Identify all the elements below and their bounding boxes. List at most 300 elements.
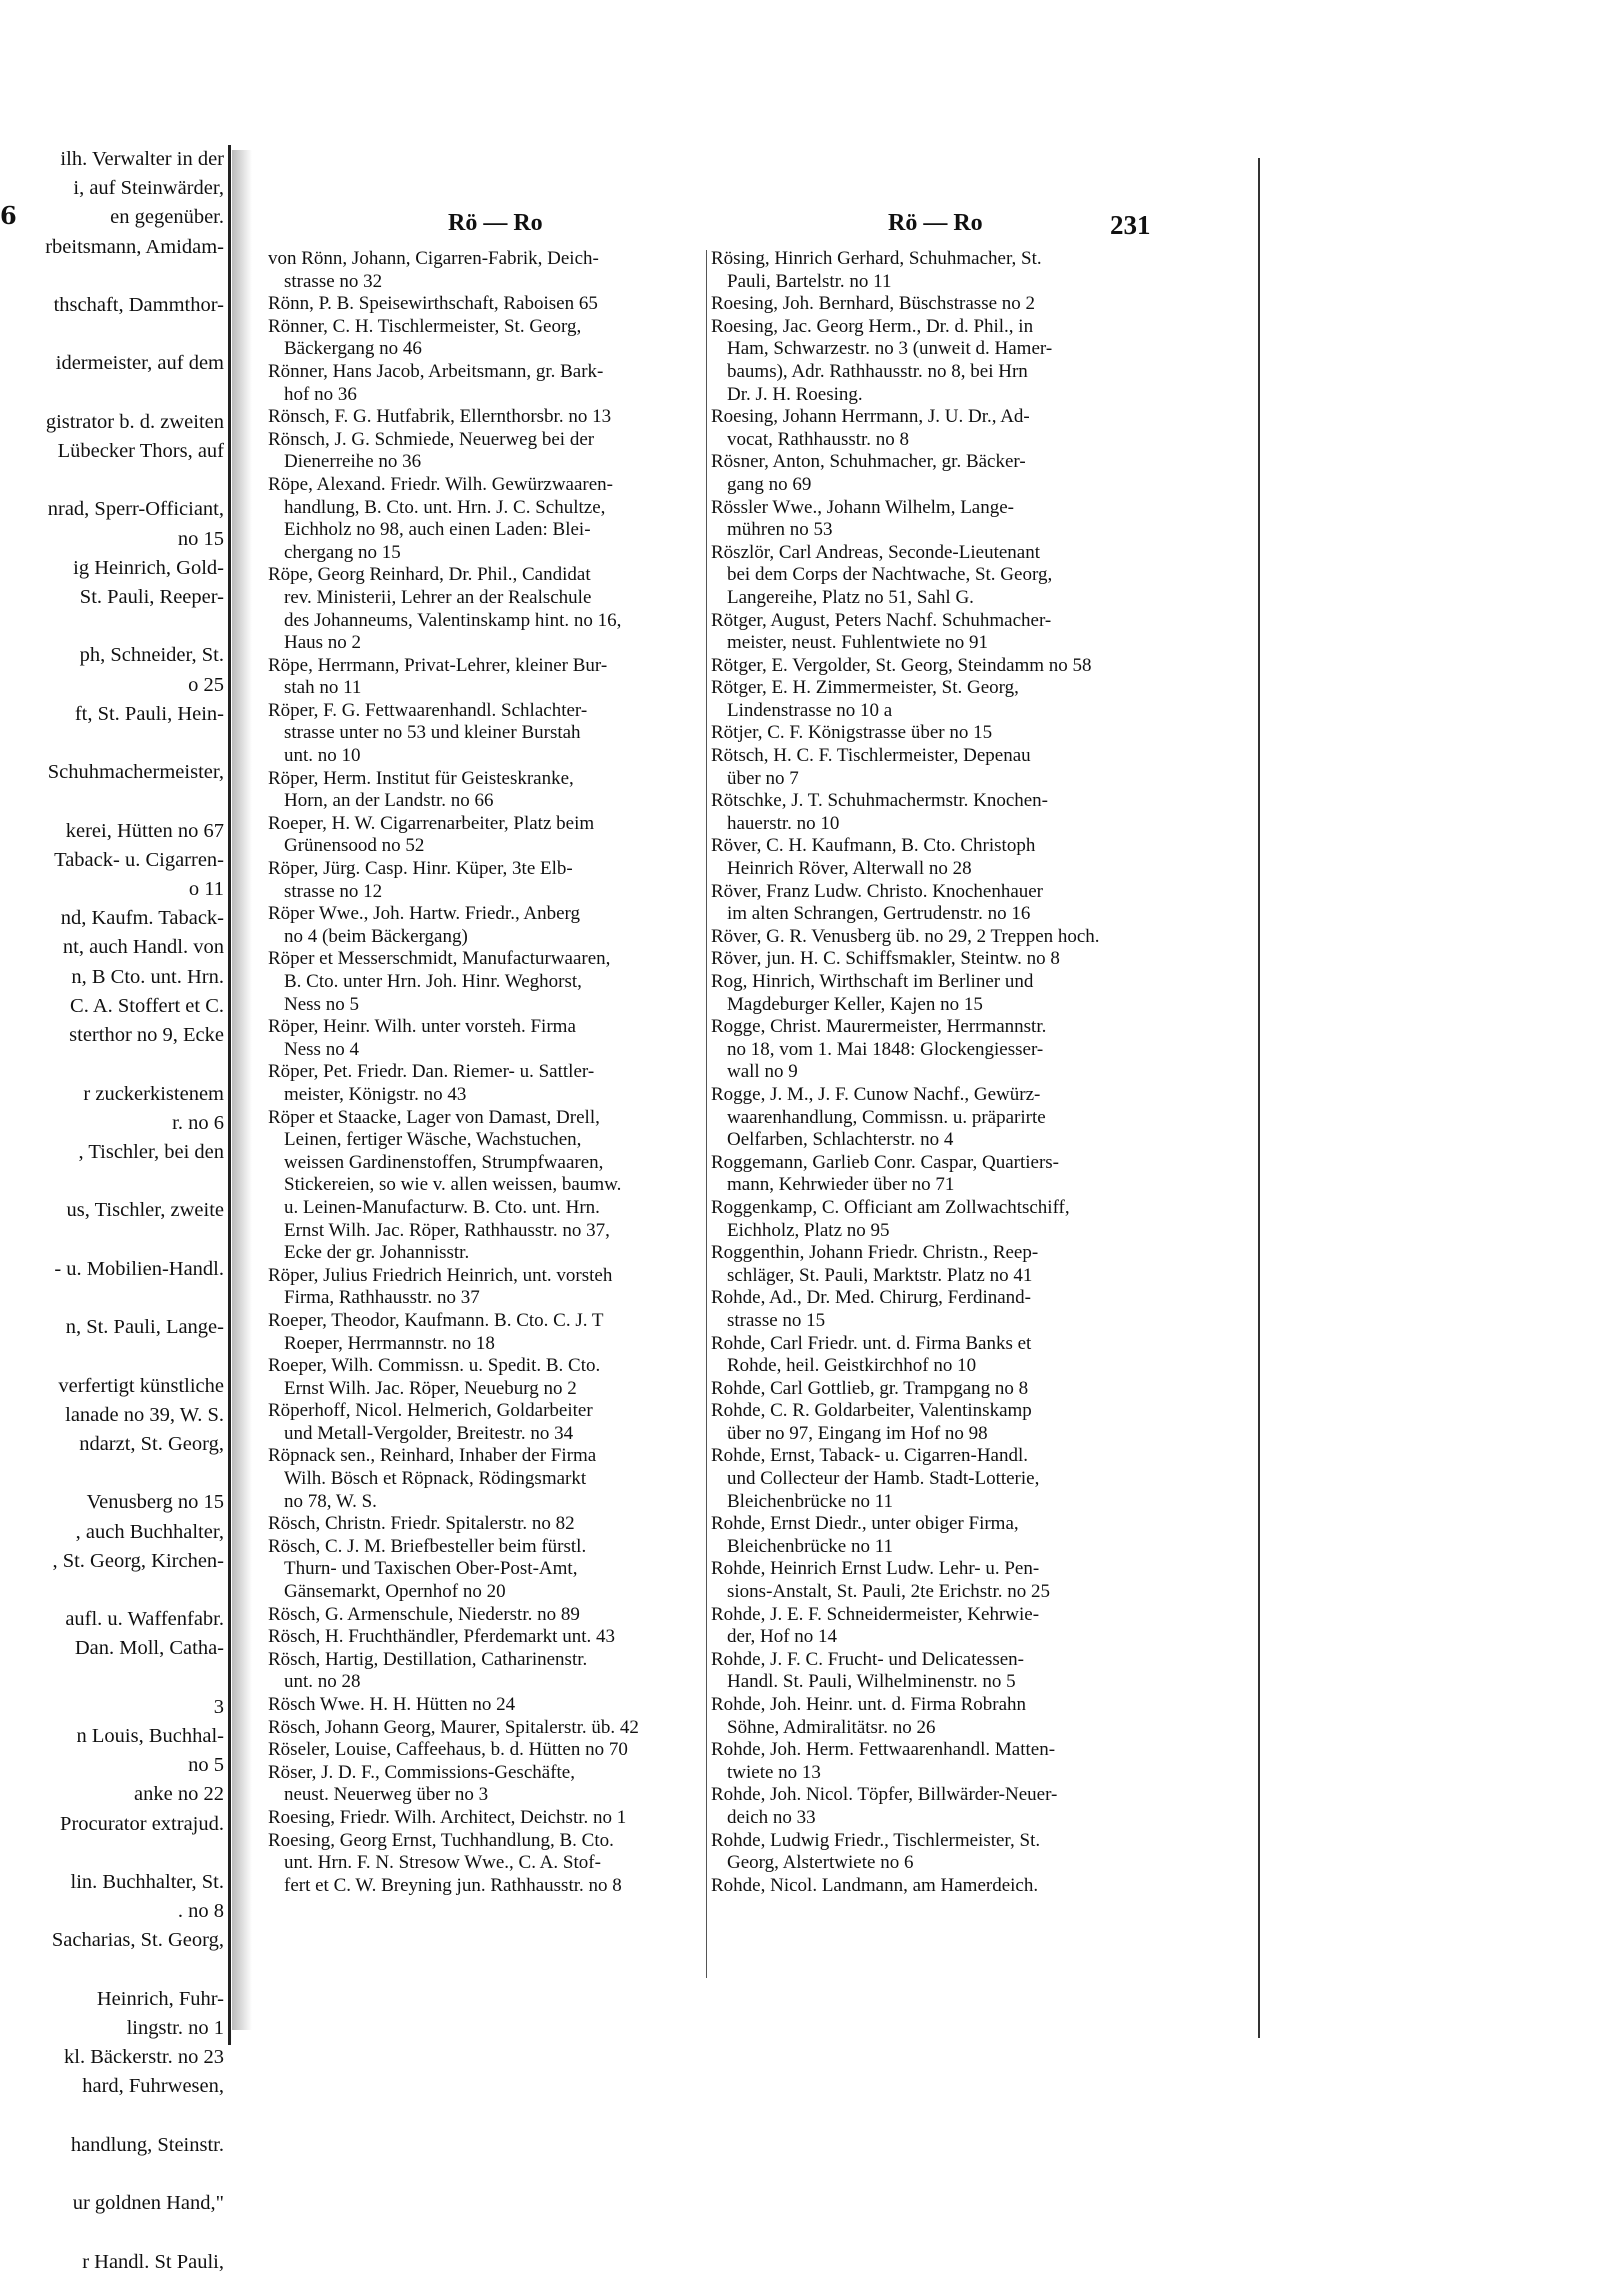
directory-entry bbox=[268, 903, 708, 948]
left-page-line bbox=[0, 1342, 224, 1371]
directory-entry bbox=[711, 948, 1173, 971]
entry-line: unt. Hrn. F. N. Stresow Wwe., C. A. Stof- bbox=[284, 1852, 601, 1874]
directory-entry bbox=[711, 1445, 1173, 1513]
entry-line: Röver, Franz Ludw. Christo. Knochenhauer bbox=[711, 880, 1044, 902]
left-page-line: handlung, Steinstr. bbox=[70, 2133, 224, 2156]
entry-line: strasse unter no 53 und kleiner Burstah bbox=[284, 722, 581, 744]
directory-entry bbox=[268, 1830, 708, 1898]
directory-entry bbox=[711, 1830, 1173, 1875]
entry-line: Roeper, Theodor, Kaufmann. B. Cto. C. J. T bbox=[268, 1309, 604, 1331]
left-page-line: rbeitsmann, Amidam- bbox=[45, 235, 224, 258]
entry-line: stah no 11 bbox=[284, 677, 362, 699]
entry-line: Thurn- und Taxischen Ober-Post-Amt, bbox=[284, 1558, 578, 1580]
left-page-line bbox=[0, 320, 224, 349]
left-page-line: ndarzt, St. Georg, bbox=[79, 1432, 224, 1455]
right-page bbox=[248, 158, 1260, 2038]
left-page-line bbox=[0, 2102, 224, 2131]
left-page-line: sterthor no 9, Ecke bbox=[69, 1024, 224, 1047]
entry-line: u. Leinen-Manufacturw. B. Cto. unt. Hrn. bbox=[284, 1196, 600, 1218]
left-page-line: aufl. u. Waffenfabr. bbox=[65, 1608, 224, 1631]
entry-line: Rohde, Carl Gottlieb, gr. Trampgang no 8 bbox=[711, 1377, 1029, 1399]
left-page-line: , auch Buchhalter, bbox=[75, 1520, 224, 1543]
left-page-line: n, B Cto. unt. Hrn. bbox=[71, 965, 224, 988]
left-page-line: . no 8 bbox=[177, 1900, 224, 1923]
left-page-line: n, St. Pauli, Lange- bbox=[65, 1316, 224, 1339]
entry-line: Rötsch, H. C. F. Tischlermeister, Depenau bbox=[711, 745, 1031, 767]
left-page-line: ph, Schneider, St. bbox=[79, 644, 224, 667]
entry-line: wall no 9 bbox=[727, 1061, 798, 1083]
entry-line: Röper, F. G. Fettwaarenhandl. Schlachter- bbox=[268, 699, 588, 721]
directory-entry bbox=[711, 1513, 1173, 1558]
entry-line: Leinen, fertiger Wäsche, Wachstuchen, bbox=[284, 1129, 582, 1151]
entry-line: waarenhandlung, Commissn. u. präparirte bbox=[727, 1106, 1046, 1128]
directory-entry bbox=[711, 1287, 1173, 1332]
entry-line: Rösing, Hinrich Gerhard, Schuhmacher, St. bbox=[711, 248, 1042, 269]
left-page-line bbox=[0, 1664, 224, 1693]
entry-line: no 18, vom 1. Mai 1848: Glockengiesser- bbox=[727, 1038, 1044, 1060]
entry-line: Ham, Schwarzestr. no 3 (unweit d. Hamer- bbox=[727, 338, 1053, 360]
directory-entry bbox=[711, 542, 1173, 610]
entry-line: Röszlör, Carl Andreas, Seconde-Lieutenant bbox=[711, 541, 1041, 563]
entry-line: Röver, G. R. Venusberg üb. no 29, 2 Treppen hoch. bbox=[711, 925, 1100, 947]
left-page-line bbox=[0, 1956, 224, 1985]
left-page-line: o 11 bbox=[188, 878, 224, 901]
entry-line: Eichholz no 98, auch einen Laden: Blei- bbox=[284, 519, 591, 541]
entry-line: Rönsch, J. G. Schmiede, Neuerweg bei der bbox=[268, 428, 595, 450]
directory-entry bbox=[711, 406, 1173, 451]
entry-line: von Rönn, Johann, Cigarren-Fabrik, Deich- bbox=[268, 248, 599, 269]
entry-line: des Johanneums, Valentinskamp hint. no 16, bbox=[284, 609, 622, 631]
left-page-line: C. A. Stoffert et C. bbox=[70, 994, 224, 1017]
left-page-line: no 5 bbox=[188, 1754, 224, 1777]
entry-line: Röver, jun. H. C. Schiffsmakler, Steintw. no 8 bbox=[711, 948, 1060, 970]
left-page-line: ur goldnen Hand," bbox=[72, 2192, 224, 2215]
entry-line: Röseler, Louise, Caffeehaus, b. d. Hütten no 70 bbox=[268, 1739, 628, 1761]
entry-line: Rohde, J. E. F. Schneidermeister, Kehrwie- bbox=[711, 1603, 1040, 1625]
directory-entry bbox=[711, 1016, 1173, 1084]
entry-line: Pauli, Bartelstr. no 11 bbox=[727, 270, 892, 292]
left-page-line: nrad, Sperr-Officiant, bbox=[47, 498, 224, 521]
entry-line: bei dem Corps der Nachtwache, St. Georg, bbox=[727, 564, 1053, 586]
entry-line: unt. no 10 bbox=[284, 745, 361, 767]
entry-line: Rohde, Nicol. Landmann, am Hamerdeich. bbox=[711, 1874, 1039, 1896]
entry-line: Röper et Messerschmidt, Manufacturwaaren, bbox=[268, 948, 611, 970]
entry-line: Rötschke, J. T. Schuhmachermstr. Knochen- bbox=[711, 790, 1049, 812]
directory-entry bbox=[268, 1626, 708, 1649]
entry-line: vocat, Rathhausstr. no 8 bbox=[727, 428, 910, 450]
directory-entry bbox=[711, 790, 1173, 835]
directory-entry bbox=[268, 361, 708, 406]
left-page-line: thschaft, Dammthor- bbox=[53, 294, 224, 317]
entry-line: mann, Kehrwieder über no 71 bbox=[727, 1174, 955, 1196]
entry-line: Rönner, Hans Jacob, Arbeitsmann, gr. Bark- bbox=[268, 360, 604, 382]
entry-line: Bleichenbrücke no 11 bbox=[727, 1535, 894, 1557]
entry-line: Rötger, E. Vergolder, St. Georg, Steindamm no 58 bbox=[711, 654, 1092, 676]
entry-line: Rönner, C. H. Tischlermeister, St. Georg, bbox=[268, 315, 582, 337]
entry-line: hauerstr. no 10 bbox=[727, 812, 840, 834]
entry-line: Rötger, E. H. Zimmermeister, St. Georg, bbox=[711, 677, 1019, 699]
left-page-line bbox=[0, 379, 224, 408]
directory-entry bbox=[711, 1784, 1173, 1829]
entry-line: Röper, Julius Friedrich Heinrich, unt. vorsteh bbox=[268, 1264, 613, 1286]
entry-line: Röperhoff, Nicol. Helmerich, Goldarbeiter bbox=[268, 1400, 593, 1422]
entry-line: unt. no 28 bbox=[284, 1671, 361, 1693]
entry-line: Rösch, Christn. Friedr. Spitalerstr. no 82 bbox=[268, 1513, 575, 1535]
entry-line: Roeper, Herrmannstr. no 18 bbox=[284, 1332, 495, 1354]
entry-line: Röpe, Georg Reinhard, Dr. Phil., Candidat bbox=[268, 564, 591, 586]
left-page-line: anke no 22 bbox=[134, 1783, 224, 1806]
directory-entry bbox=[711, 497, 1173, 542]
directory-entry bbox=[711, 248, 1173, 293]
directory-entry bbox=[268, 1400, 708, 1445]
entry-line: Rösch, Johann Georg, Maurer, Spitalerstr. üb. 42 bbox=[268, 1716, 639, 1738]
entry-line: Roesing, Friedr. Wilh. Architect, Deichstr. no 1 bbox=[268, 1806, 627, 1828]
entry-line: Röpe, Alexand. Friedr. Wilh. Gewürzwaaren- bbox=[268, 473, 614, 495]
left-page-line: nt, auch Handl. von bbox=[62, 936, 224, 959]
entry-line: Rohde, J. F. C. Frucht- und Delicatessen- bbox=[711, 1648, 1024, 1670]
entry-line: Rössler Wwe., Johann Wilhelm, Lange- bbox=[711, 496, 1014, 518]
left-page-line bbox=[0, 1050, 224, 1079]
left-page-line bbox=[0, 1459, 224, 1488]
entry-line: Handl. St. Pauli, Wilhelminenstr. no 5 bbox=[727, 1671, 1016, 1693]
entry-line: im alten Schrangen, Gertrudenstr. no 16 bbox=[727, 903, 1031, 925]
entry-line: Rohde, Carl Friedr. unt. d. Firma Banks et bbox=[711, 1332, 1032, 1354]
left-page-line bbox=[0, 1167, 224, 1196]
directory-entry bbox=[711, 971, 1173, 1016]
directory-entry bbox=[711, 1649, 1173, 1694]
directory-entry bbox=[268, 316, 708, 361]
entry-line: Rog, Hinrich, Wirthschaft im Berliner und bbox=[711, 971, 1034, 992]
entry-line: Ness no 5 bbox=[284, 993, 359, 1015]
entry-line: no 4 (beim Bäckergang) bbox=[284, 925, 468, 947]
entry-line: Rohde, C. R. Goldarbeiter, Valentinskamp bbox=[711, 1400, 1032, 1422]
directory-entry bbox=[711, 1084, 1173, 1152]
directory-entry bbox=[268, 1694, 708, 1717]
entry-line: Rohde, heil. Geistkirchhof no 10 bbox=[727, 1355, 977, 1377]
directory-entry bbox=[268, 1445, 708, 1513]
left-page-line bbox=[0, 466, 224, 495]
entry-line: Ernst Wilh. Jac. Röper, Neueburg no 2 bbox=[284, 1377, 577, 1399]
directory-entry bbox=[711, 1400, 1173, 1445]
left-page-line bbox=[0, 1284, 224, 1313]
left-page-line: Schuhmachermeister, bbox=[47, 761, 224, 784]
entry-line: Ernst Wilh. Jac. Röper, Rathhausstr. no 37, bbox=[284, 1219, 610, 1241]
left-page-line: n Louis, Buchhal- bbox=[76, 1724, 224, 1747]
left-page-line: Lübecker Thors, auf bbox=[57, 440, 224, 463]
left-page-fragment bbox=[0, 145, 231, 2273]
directory-entry bbox=[268, 248, 708, 293]
entry-line: Horn, an der Landstr. no 66 bbox=[284, 790, 494, 812]
entry-line: Langereihe, Platz no 51, Sahl G. bbox=[727, 586, 974, 608]
directory-column-left bbox=[268, 248, 708, 1897]
entry-line: Röver, C. H. Kaufmann, B. Cto. Christoph bbox=[711, 835, 1036, 857]
entry-line: meister, neust. Fuhlentwiete no 91 bbox=[727, 632, 988, 654]
directory-entry bbox=[268, 768, 708, 813]
header-left: Rö — Ro bbox=[448, 210, 543, 236]
left-page-line: , St. Georg, Kirchen- bbox=[52, 1549, 224, 1572]
entry-line: Georg, Alstertwiete no 6 bbox=[727, 1852, 914, 1874]
left-page-text bbox=[0, 145, 224, 2277]
directory-entry bbox=[711, 1875, 1173, 1898]
directory-entry bbox=[268, 1739, 708, 1762]
entry-line: Rohde, Joh. Heinr. unt. d. Firma Robrahn bbox=[711, 1694, 1027, 1715]
entry-line: weissen Gardinenstoffen, Strumpfwaaren, bbox=[284, 1151, 604, 1173]
entry-line: Röper et Staacke, Lager von Damast, Drell, bbox=[268, 1106, 600, 1128]
directory-entry bbox=[711, 1558, 1173, 1603]
directory-entry bbox=[711, 926, 1173, 949]
entry-line: strasse no 12 bbox=[284, 880, 383, 902]
entry-line: Roesing, Joh. Bernhard, Büschstrasse no 2 bbox=[711, 293, 1036, 315]
entry-line: Eichholz, Platz no 95 bbox=[727, 1219, 890, 1241]
entry-line: Wilh. Bösch et Röpnack, Rödingsmarkt bbox=[284, 1468, 587, 1490]
left-page-line bbox=[0, 1226, 224, 1255]
entry-line: und Collecteur der Hamb. Stadt-Lotterie, bbox=[727, 1468, 1040, 1490]
left-page-line: no 15 bbox=[177, 527, 224, 550]
entry-line: Grünensood no 52 bbox=[284, 835, 425, 857]
entry-line: Heinrich Röver, Alterwall no 28 bbox=[727, 858, 972, 880]
directory-entry bbox=[268, 858, 708, 903]
entry-line: Dienerreihe no 36 bbox=[284, 451, 422, 473]
entry-line: Rötger, August, Peters Nachf. Schuhmacher- bbox=[711, 609, 1052, 631]
directory-entry bbox=[711, 881, 1173, 926]
left-page-number: 6 bbox=[0, 201, 17, 230]
directory-entry bbox=[268, 293, 708, 316]
left-page-line: r. no 6 bbox=[172, 1111, 224, 1134]
entry-line: Gänsemarkt, Opernhof no 20 bbox=[284, 1581, 506, 1603]
entry-line: Rösch, Hartig, Destillation, Catharinenstr. bbox=[268, 1648, 588, 1670]
entry-line: Rösch, C. J. M. Briefbesteller beim fürstl. bbox=[268, 1535, 587, 1557]
entry-line: deich no 33 bbox=[727, 1806, 816, 1828]
directory-entry bbox=[268, 429, 708, 474]
entry-line: Stickereien, so wie v. allen weissen, baumw. bbox=[284, 1174, 622, 1196]
left-page-line: ft, St. Pauli, Hein- bbox=[74, 702, 224, 725]
directory-entry bbox=[711, 1197, 1173, 1242]
directory-entry bbox=[268, 1016, 708, 1061]
entry-line: Roggenthin, Johann Friedr. Christn., Reep- bbox=[711, 1242, 1039, 1264]
directory-entry bbox=[268, 1807, 708, 1830]
left-page-line: idermeister, auf dem bbox=[55, 352, 224, 375]
entry-line: Rösch, H. Fruchthändler, Pferdemarkt unt. 43 bbox=[268, 1626, 615, 1648]
entry-line: strasse no 32 bbox=[284, 270, 383, 292]
entry-line: twiete no 13 bbox=[727, 1761, 821, 1783]
entry-line: Röpnack sen., Reinhard, Inhaber der Firma bbox=[268, 1445, 597, 1467]
left-page-line bbox=[0, 612, 224, 641]
entry-line: Rogge, Christ. Maurermeister, Herrmannstr. bbox=[711, 1016, 1047, 1038]
entry-line: mühren no 53 bbox=[727, 519, 833, 541]
directory-entry bbox=[268, 1513, 708, 1536]
directory-entry bbox=[268, 700, 708, 768]
entry-line: strasse no 15 bbox=[727, 1309, 826, 1331]
left-page-line bbox=[0, 787, 224, 816]
left-page-line: 3 bbox=[213, 1695, 224, 1718]
entry-line: baums), Adr. Rathhausstr. no 8, bei Hrn bbox=[727, 360, 1028, 382]
entry-line: Roggemann, Garlieb Conr. Caspar, Quartiers- bbox=[711, 1151, 1060, 1173]
left-page-line: o 25 bbox=[188, 673, 224, 696]
directory-entry bbox=[268, 655, 708, 700]
left-page-line: nd, Kaufm. Taback- bbox=[60, 907, 224, 930]
entry-line: hof no 36 bbox=[284, 383, 357, 405]
entry-line: Röper, Heinr. Wilh. unter vorsteh. Firma bbox=[268, 1016, 576, 1038]
entry-line: Röper, Jürg. Casp. Hinr. Küper, 3te Elb- bbox=[268, 858, 573, 880]
entry-line: Rohde, Heinrich Ernst Ludw. Lehr- u. Pen- bbox=[711, 1558, 1040, 1580]
directory-entry bbox=[268, 1061, 708, 1106]
left-page-line: Taback- u. Cigarren- bbox=[54, 848, 224, 871]
entry-line: Söhne, Admiralitätsr. no 26 bbox=[727, 1716, 936, 1738]
entry-line: Roesing, Georg Ernst, Tuchhandlung, B. Cto. bbox=[268, 1829, 614, 1851]
left-page-line: kl. Bäckerstr. no 23 bbox=[64, 2046, 224, 2069]
left-page-line bbox=[0, 262, 224, 291]
left-page-line: lin. Buchhalter, St. bbox=[70, 1870, 224, 1893]
entry-line: Rönsch, F. G. Hutfabrik, Ellernthorsbr. no 13 bbox=[268, 406, 612, 428]
entry-line: Röper Wwe., Joh. Hartw. Friedr., Anberg bbox=[268, 903, 581, 925]
entry-line: Lindenstrasse no 10 a bbox=[727, 699, 893, 721]
left-page-line: us, Tischler, zweite bbox=[66, 1199, 224, 1222]
directory-entry bbox=[711, 1333, 1173, 1378]
entry-line: Rösner, Anton, Schuhmacher, gr. Bäcker- bbox=[711, 451, 1026, 473]
left-page-line bbox=[0, 2160, 224, 2189]
left-page-line: ig Heinrich, Gold- bbox=[73, 556, 224, 579]
entry-line: Roggenkamp, C. Officiant am Zollwachtschiff, bbox=[711, 1196, 1070, 1218]
column-divider bbox=[706, 250, 707, 1978]
left-page-line: lanade no 39, W. S. bbox=[65, 1403, 224, 1426]
entry-line: über no 7 bbox=[727, 767, 799, 789]
entry-line: Roesing, Jac. Georg Herm., Dr. d. Phil., in bbox=[711, 315, 1034, 337]
entry-line: Rohde, Ernst, Taback- u. Cigarren-Handl. bbox=[711, 1445, 1029, 1467]
entry-line: über no 97, Eingang im Hof no 98 bbox=[727, 1422, 988, 1444]
directory-entry bbox=[711, 722, 1173, 745]
directory-entry bbox=[711, 1739, 1173, 1784]
directory-entry bbox=[268, 564, 708, 654]
entry-line: Rönn, P. B. Speisewirthschaft, Raboisen 65 bbox=[268, 293, 598, 315]
left-page-line: i, auf Steinwärder, bbox=[73, 177, 224, 200]
left-page-line: Procurator extrajud. bbox=[60, 1812, 224, 1835]
directory-entry bbox=[268, 1717, 708, 1740]
entry-line: schläger, St. Pauli, Marktstr. Platz no 41 bbox=[727, 1264, 1033, 1286]
directory-entry bbox=[268, 406, 708, 429]
directory-entry bbox=[268, 1604, 708, 1627]
left-page-line bbox=[0, 2218, 224, 2247]
directory-entry bbox=[268, 1355, 708, 1400]
directory-entry bbox=[711, 835, 1173, 880]
directory-entry bbox=[268, 1649, 708, 1694]
directory-entry bbox=[711, 1242, 1173, 1287]
running-header bbox=[248, 210, 1258, 244]
directory-entry bbox=[268, 948, 708, 1016]
entry-line: rev. Ministerii, Lehrer an der Realschule bbox=[284, 586, 592, 608]
left-page-line: en gegenüber. bbox=[110, 206, 224, 229]
entry-line: handlung, B. Cto. unt. Hrn. J. C. Schultze, bbox=[284, 496, 606, 518]
entry-line: Firma, Rathhausstr. no 37 bbox=[284, 1287, 480, 1309]
entry-line: Bleichenbrücke no 11 bbox=[727, 1490, 894, 1512]
left-page-line: verfertigt künstliche bbox=[58, 1374, 224, 1397]
entry-line: Roeper, Wilh. Commissn. u. Spedit. B. Cto. bbox=[268, 1355, 601, 1377]
left-page-line: kerei, Hütten no 67 bbox=[65, 819, 224, 842]
left-page-line: Dan. Moll, Catha- bbox=[74, 1637, 224, 1660]
left-page-line bbox=[0, 729, 224, 758]
entry-line: Ness no 4 bbox=[284, 1038, 359, 1060]
entry-line: Rohde, Joh. Herm. Fettwaarenhandl. Matten- bbox=[711, 1739, 1056, 1761]
header-right: Rö — Ro bbox=[888, 210, 983, 236]
left-page-line: ilh. Verwalter in der bbox=[60, 148, 224, 170]
entry-line: Rohde, Joh. Nicol. Töpfer, Billwärder-Neuer- bbox=[711, 1784, 1058, 1806]
page-number: 231 bbox=[1110, 210, 1151, 240]
left-page-line: Heinrich, Fuhr- bbox=[96, 1987, 224, 2010]
entry-line: Dr. J. H. Roesing. bbox=[727, 383, 863, 405]
directory-entry bbox=[711, 1604, 1173, 1649]
left-page-line bbox=[0, 1839, 224, 1868]
entry-line: Röper, Herm. Institut für Geisteskranke, bbox=[268, 767, 574, 789]
entry-line: no 78, W. S. bbox=[284, 1490, 377, 1512]
entry-line: Oelfarben, Schlachterstr. no 4 bbox=[727, 1129, 954, 1151]
entry-line: sions-Anstalt, St. Pauli, 2te Erichstr. no 25 bbox=[727, 1581, 1050, 1603]
entry-line: Bäckergang no 46 bbox=[284, 338, 422, 360]
entry-line: Rohde, Ernst Diedr., unter obiger Firma, bbox=[711, 1513, 1019, 1535]
entry-line: Rohde, Ad., Dr. Med. Chirurg, Ferdinand- bbox=[711, 1287, 1031, 1309]
directory-entry bbox=[711, 610, 1173, 655]
entry-line: Rötjer, C. F. Königstrasse über no 15 bbox=[711, 722, 993, 744]
left-page-line: , Tischler, bei den bbox=[78, 1140, 224, 1163]
directory-entry bbox=[268, 1536, 708, 1604]
entry-line: Rohde, Ludwig Friedr., Tischlermeister, St. bbox=[711, 1829, 1041, 1851]
left-page-line: St. Pauli, Reeper- bbox=[79, 586, 224, 609]
left-page-line: r zuckerkistenem bbox=[83, 1082, 224, 1105]
entry-line: Rogge, J. M., J. F. Cunow Nachf., Gewürz- bbox=[711, 1083, 1041, 1105]
entry-line: der, Hof no 14 bbox=[727, 1626, 838, 1648]
left-page-line: - u. Mobilien-Handl. bbox=[54, 1257, 224, 1280]
directory-entry bbox=[268, 1762, 708, 1807]
directory-entry bbox=[711, 1378, 1173, 1401]
entry-line: Röper, Pet. Friedr. Dan. Riemer- u. Sattler- bbox=[268, 1061, 595, 1083]
entry-line: fert et C. W. Breyning jun. Rathhausstr. no 8 bbox=[284, 1874, 622, 1896]
entry-line: Rösch Wwe. H. H. Hütten no 24 bbox=[268, 1694, 516, 1715]
left-page-line: hard, Fuhrwesen, bbox=[82, 2075, 224, 2098]
entry-line: B. Cto. unter Hrn. Joh. Hinr. Weghorst, bbox=[284, 971, 582, 992]
directory-column-right bbox=[711, 248, 1173, 1897]
entry-line: gang no 69 bbox=[727, 473, 812, 495]
directory-entry bbox=[268, 813, 708, 858]
entry-line: Haus no 2 bbox=[284, 632, 362, 654]
entry-line: Magdeburger Keller, Kajen no 15 bbox=[727, 993, 983, 1015]
directory-entry bbox=[711, 1694, 1173, 1739]
left-page-line: Venusberg no 15 bbox=[86, 1491, 224, 1514]
directory-entry bbox=[268, 474, 708, 564]
directory-entry bbox=[268, 1265, 708, 1310]
directory-entry bbox=[711, 293, 1173, 316]
directory-entry bbox=[711, 1152, 1173, 1197]
entry-line: neust. Neuerweg über no 3 bbox=[284, 1784, 489, 1806]
entry-line: meister, Königstr. no 43 bbox=[284, 1083, 467, 1105]
directory-entry bbox=[268, 1310, 708, 1355]
entry-line: Rösch, G. Armenschule, Niederstr. no 89 bbox=[268, 1603, 580, 1625]
entry-line: Roeper, H. W. Cigarrenarbeiter, Platz beim bbox=[268, 812, 595, 834]
left-page-line: lingstr. no 1 bbox=[126, 2017, 224, 2039]
entry-line: Ecke der gr. Johannisstr. bbox=[284, 1242, 470, 1264]
left-page-line bbox=[0, 1576, 224, 1605]
directory-entry bbox=[711, 745, 1173, 790]
left-page-line: r Handl. St Pauli, bbox=[82, 2250, 224, 2273]
directory-entry bbox=[268, 1107, 708, 1265]
directory-entry bbox=[711, 677, 1173, 722]
entry-line: und Metall-Vergolder, Breitestr. no 34 bbox=[284, 1422, 574, 1444]
entry-line: Roesing, Johann Herrmann, J. U. Dr., Ad- bbox=[711, 406, 1030, 428]
entry-line: Röser, J. D. F., Commissions-Geschäfte, bbox=[268, 1761, 575, 1783]
left-page-line: gistrator b. d. zweiten bbox=[45, 410, 224, 433]
directory-entry bbox=[711, 451, 1173, 496]
directory-entry bbox=[711, 316, 1173, 406]
left-page-line: Sacharias, St. Georg, bbox=[51, 1929, 224, 1952]
entry-line: chergang no 15 bbox=[284, 541, 401, 563]
entry-line: Röpe, Herrmann, Privat-Lehrer, kleiner Bur- bbox=[268, 654, 608, 676]
